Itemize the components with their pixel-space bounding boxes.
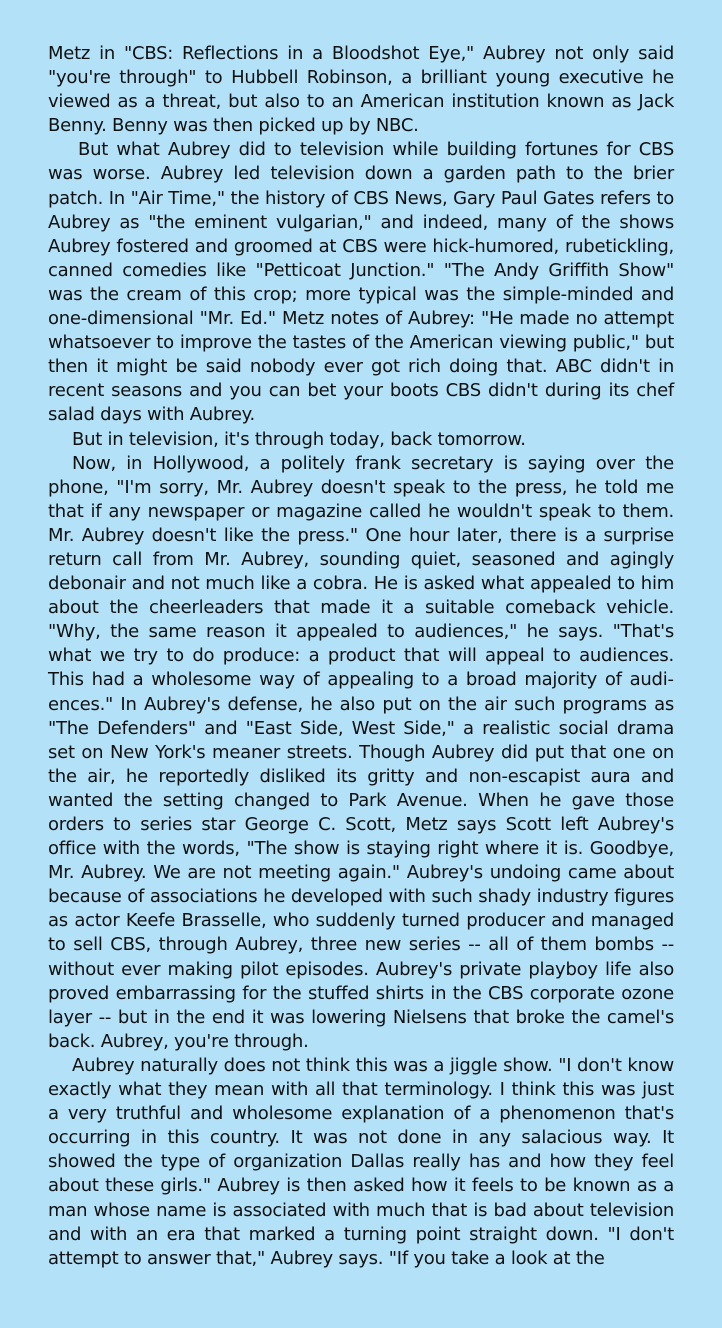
paragraph-5: Aubrey naturally does not think this was a jiggle show. "I don't know exactly what they mean with all that terminology. I think this was just a very truthful and wholesome explanation of a phenomenon that's occurring in this country. It was not done in any salacious way. It showed the type of organization Dallas really has and how they feel about these girls." Aubrey is then asked how it feels to be known as a man whose name is associated with much that is bad about television and with an era that marked a turning point straight down. "I don't attempt to answer that," Aubrey says. "If you take a look at the: [48, 1054, 674, 1269]
paragraph-1: Metz in "CBS: Reflections in a Bloodshot Eye," Aubrey not only said "you're through" to Hubbell Robinson, a brilliant young executive he viewed as a threat, but also to an American institution known as Jack Benny. Benny was then picked up by NBC.: [48, 43, 674, 137]
paragraph-3: But in television, it's through today, back tomorrow.: [72, 428, 526, 450]
paragraph-4: Now, in Hollywood, a politely frank secretary is saying over the phone, "I'm sorry, Mr. Aubrey doesn't speak to the press, he told me that if any newspaper or magazine called he wouldn't speak to them. Mr. Aubrey doesn't like the press." One hour later, there is a surprise return call from Mr. Aubrey, sounding quiet, seasoned and agingly debonair and not much like a cobra. He is asked what appealed to him about the cheerleaders that made it a suitable comeback vehicle. "Why, the same reason it appealed to audiences," he says. "That's what we try to do produce: a product that will appeal to audiences. This had a wholesome way of appealing to a broad majority of audiences." In Aubrey's defense, he also put on the air such programs as "The Defenders" and "East Side, West Side," a realistic social drama set on New York's meaner streets. Though Aubrey did put that one on the air, he reportedly disliked its gritty and non-escapist aura and wanted the setting changed to Park Avenue. When he gave those orders to series star George C. Scott, Metz says Scott left Aubrey's office with the words, "The show is staying right where it is. Goodbye, Mr. Aubrey. We are not meeting again." Aubrey's undoing came about because of associations he developed with such shady industry figures as actor Keefe Brasselle, who suddenly turned producer and managed to sell CBS, through Aubrey, three new series -- all of them bombs -- without ever making pilot episodes. Aubrey's private playboy life also proved embarrassing for the stuffed shirts in the CBS corporate ozone layer -- but in the end it was lowering Nielsens that broke the camel's back. Aubrey, you're through.: [48, 452, 674, 1052]
paragraph-2: But what Aubrey did to television while building fortunes for CBS was worse. Aubrey led television down a garden path to the brier patch. In "Air Time," the history of CBS News, Gary Paul Gates refers to Aubrey as "the eminent vulgarian," and indeed, many of the shows Aubrey fostered and groomed at CBS were hick-humored, rubetickling, canned comedies like "Petticoat Junction." "The Andy Griffith Show" was the cream of this crop; more typical was the simple-minded and one-dimensional "Mr. Ed." Metz notes of Aubrey: "He made no attempt whatsoever to improve the tastes of the American viewing public," but then it might be said nobody ever got rich doing that. ABC didn't in recent seasons and you can bet your boots CBS didn't during its chef salad days with Aubrey.: [48, 139, 674, 426]
article-body: [48, 42, 674, 1271]
